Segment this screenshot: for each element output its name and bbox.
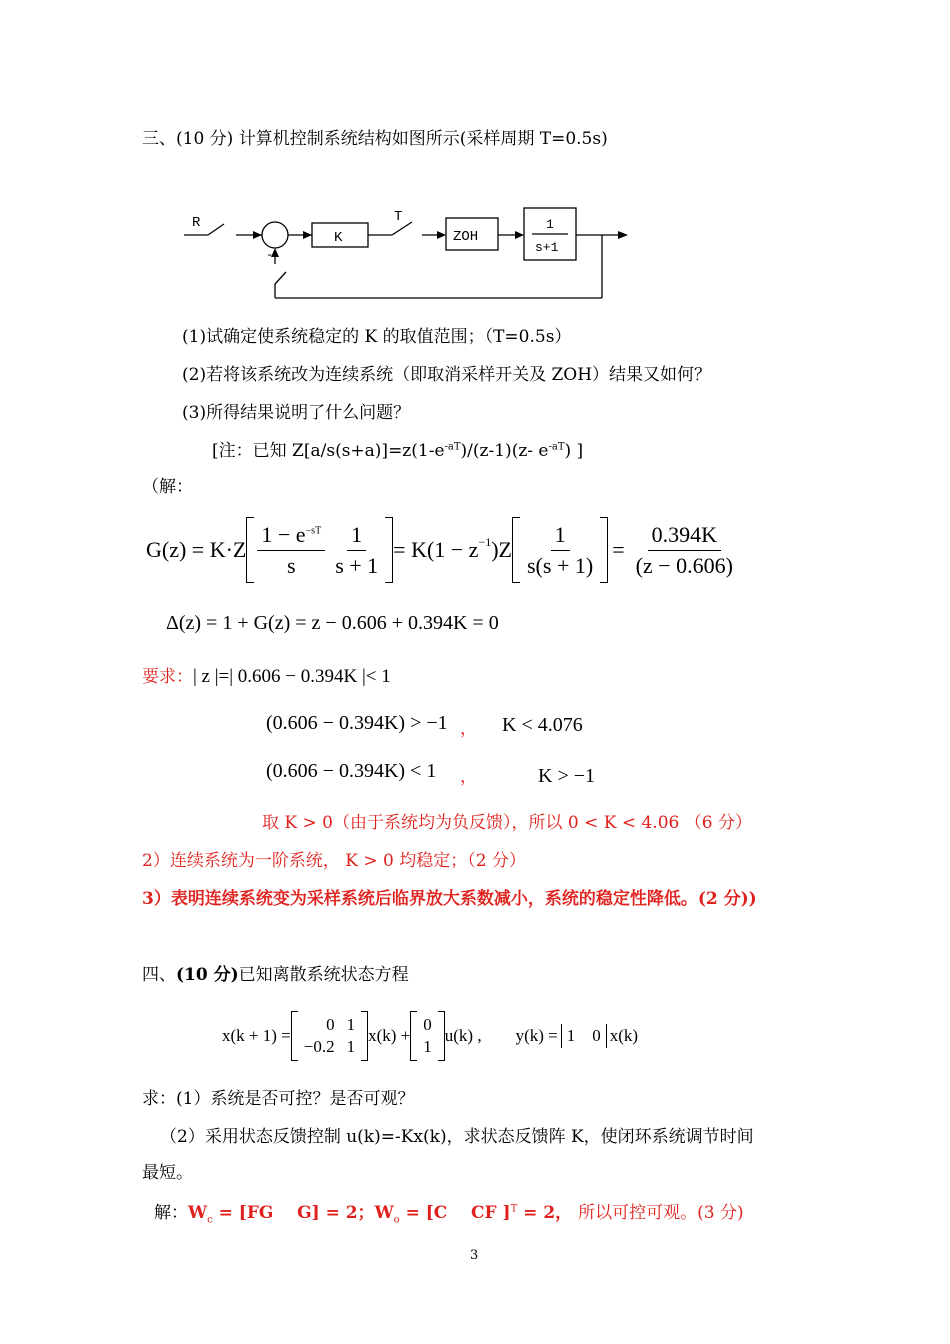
frac-2-num: 1	[347, 522, 366, 551]
q4-solution	[154, 1198, 744, 1225]
frac-2	[331, 522, 382, 579]
wc-symbol: W	[188, 1203, 208, 1223]
state-equation	[222, 1008, 638, 1064]
wc-sub: c	[207, 1214, 213, 1226]
plant-numerator: 1	[546, 217, 554, 232]
frac-4	[632, 522, 737, 579]
note-post: ) ]	[564, 441, 584, 461]
requirement-label: 要求：	[142, 667, 193, 687]
q4-title-post: 已知离散系统状态方程	[238, 965, 409, 985]
zoh-label: ZOH	[453, 229, 479, 245]
state-u-post: u(k) ,	[444, 1026, 482, 1045]
frac-2-den: s + 1	[335, 552, 379, 578]
frac-1-num: 1 − e	[261, 521, 306, 547]
matrix-c-values: 1 0	[566, 1026, 601, 1045]
wo-sub: o	[393, 1214, 400, 1226]
inequality-1: (0.606 − 0.394K) > −1	[266, 712, 448, 734]
input-sampler-switch	[208, 224, 224, 235]
frac-4-den: (z − 0.606)	[635, 552, 733, 578]
frac-1-sup: −sT	[305, 525, 322, 537]
summing-junction	[262, 222, 288, 248]
note-sup1: -aT	[444, 441, 461, 453]
a-12: 1	[346, 1015, 356, 1034]
page-number: 3	[470, 1248, 479, 1263]
eq-gz-eq: =	[612, 537, 625, 562]
wo-eq: = [C CF ]	[399, 1203, 511, 1223]
requirement-line	[142, 662, 391, 688]
feedback-sampler-switch	[275, 272, 286, 284]
q4-title	[142, 960, 409, 985]
inequality-2-comma: ，	[460, 767, 477, 787]
a-22: 1	[346, 1037, 356, 1056]
eq-gz-mid-post: )Z	[491, 537, 512, 562]
q4-ask-2: （2）采用状态反馈控制 u(k)=-Kx(k)，求状态反馈阵 K，使闭环系统调节时间	[160, 1127, 754, 1147]
frac-1	[257, 522, 325, 579]
inequality-2-result: K > −1	[538, 765, 596, 787]
eq-delta: Δ(z) = 1 + G(z) = z − 0.606 + 0.394K = 0	[166, 612, 499, 634]
matrix-b	[410, 1011, 445, 1061]
bracket-left-1	[246, 517, 254, 583]
matrix-a	[291, 1011, 368, 1061]
q3-item2: (2)若将该系统改为连续系统（即取消采样开关及 ZOH）结果又如何？	[182, 365, 712, 385]
bracket-right-1	[385, 517, 393, 583]
b-1: 0	[423, 1015, 432, 1034]
a-11: 0	[326, 1015, 335, 1034]
state-lhs: x(k + 1) =	[222, 1026, 291, 1045]
requirement-expr: | z |=| 0.606 − 0.394K |< 1	[193, 666, 391, 687]
q3-item3: (3)所得结果说明了什么问题？	[182, 403, 411, 423]
block-diagram	[180, 200, 650, 310]
plant-denominator: s+1	[535, 240, 559, 255]
k-label: K	[334, 230, 343, 246]
frac-4-num: 0.394K	[648, 522, 721, 551]
note-pre: [注：已知 Z[a/s(s+a)]=z(1-e	[212, 441, 445, 461]
arrow-output	[618, 231, 628, 239]
q4-title-bold: (10 分)	[176, 965, 239, 985]
bracket-right-2	[600, 517, 608, 583]
eq-gz-lhs: G(z) = K·Z	[146, 537, 247, 562]
frac-3-den: s(s + 1)	[527, 552, 594, 578]
bracket-left-2	[512, 517, 520, 583]
eq-gz-mid-sup: −1	[478, 534, 492, 549]
q4-ask-2b: 最短。	[142, 1163, 193, 1183]
arrow-into-k	[303, 231, 312, 239]
arrow-into-summer	[253, 231, 262, 239]
a-21: −0.2	[303, 1037, 335, 1056]
answer-3: 3）表明连续系统变为采样系统后临界放大系数减小，系统的稳定性降低。(2 分))	[142, 889, 757, 909]
eq-gz	[146, 514, 740, 586]
inequality-2: (0.606 − 0.394K) < 1	[266, 760, 437, 782]
matrix-c	[561, 1024, 607, 1048]
b-2: 1	[423, 1037, 432, 1056]
q4-sol-pre: 解：	[154, 1203, 188, 1223]
q3-note	[212, 436, 583, 461]
answer-2: 2）连续系统为一阶系统， K > 0 均稳定；（2 分）	[142, 851, 526, 871]
minus-sign: -	[266, 248, 274, 262]
q4-title-pre: 四、	[142, 965, 176, 985]
arrow-into-plant	[515, 231, 524, 239]
r-label: R	[192, 215, 201, 231]
q3-title: 三、(10 分) 计算机控制系统结构如图所示(采样周期 T=0.5s)	[142, 129, 608, 149]
output-post: x(k)	[609, 1026, 639, 1045]
frac-3	[523, 522, 597, 579]
q3-solution-label: （解：	[142, 477, 193, 497]
note-sup2: -aT	[548, 441, 565, 453]
take-k-line: 取 K > 0（由于系统均为负反馈），所以 0 < K < 4.06 （6 分）	[262, 813, 752, 833]
wo-symbol: W	[374, 1203, 394, 1223]
output-lhs: y(k) =	[515, 1026, 558, 1045]
inequality-1-result: K < 4.076	[502, 714, 583, 736]
inequality-1-comma: ，	[460, 719, 477, 739]
arrow-into-zoh	[437, 231, 446, 239]
wc-eq: = [FG G] = 2；	[212, 1203, 375, 1223]
note-mid: )/(z-1)(z- e	[460, 441, 549, 461]
frac-3-num: 1	[551, 522, 570, 551]
t-label: T	[394, 209, 403, 225]
wo-sup: T	[510, 1203, 518, 1215]
q4-sol-end: 所以可控可观。(3 分)	[578, 1203, 744, 1223]
wo-post: = 2，	[517, 1203, 573, 1223]
eq-gz-mid: = K(1 − z	[393, 537, 479, 562]
frac-1-den: s	[287, 552, 296, 578]
q4-ask-1: 求：(1）系统是否可控？是否可观？	[142, 1089, 415, 1109]
state-x-mid: x(k) +	[368, 1026, 411, 1045]
q3-item1: (1)试确定使系统稳定的 K 的取值范围；（T=0.5s）	[182, 327, 572, 347]
